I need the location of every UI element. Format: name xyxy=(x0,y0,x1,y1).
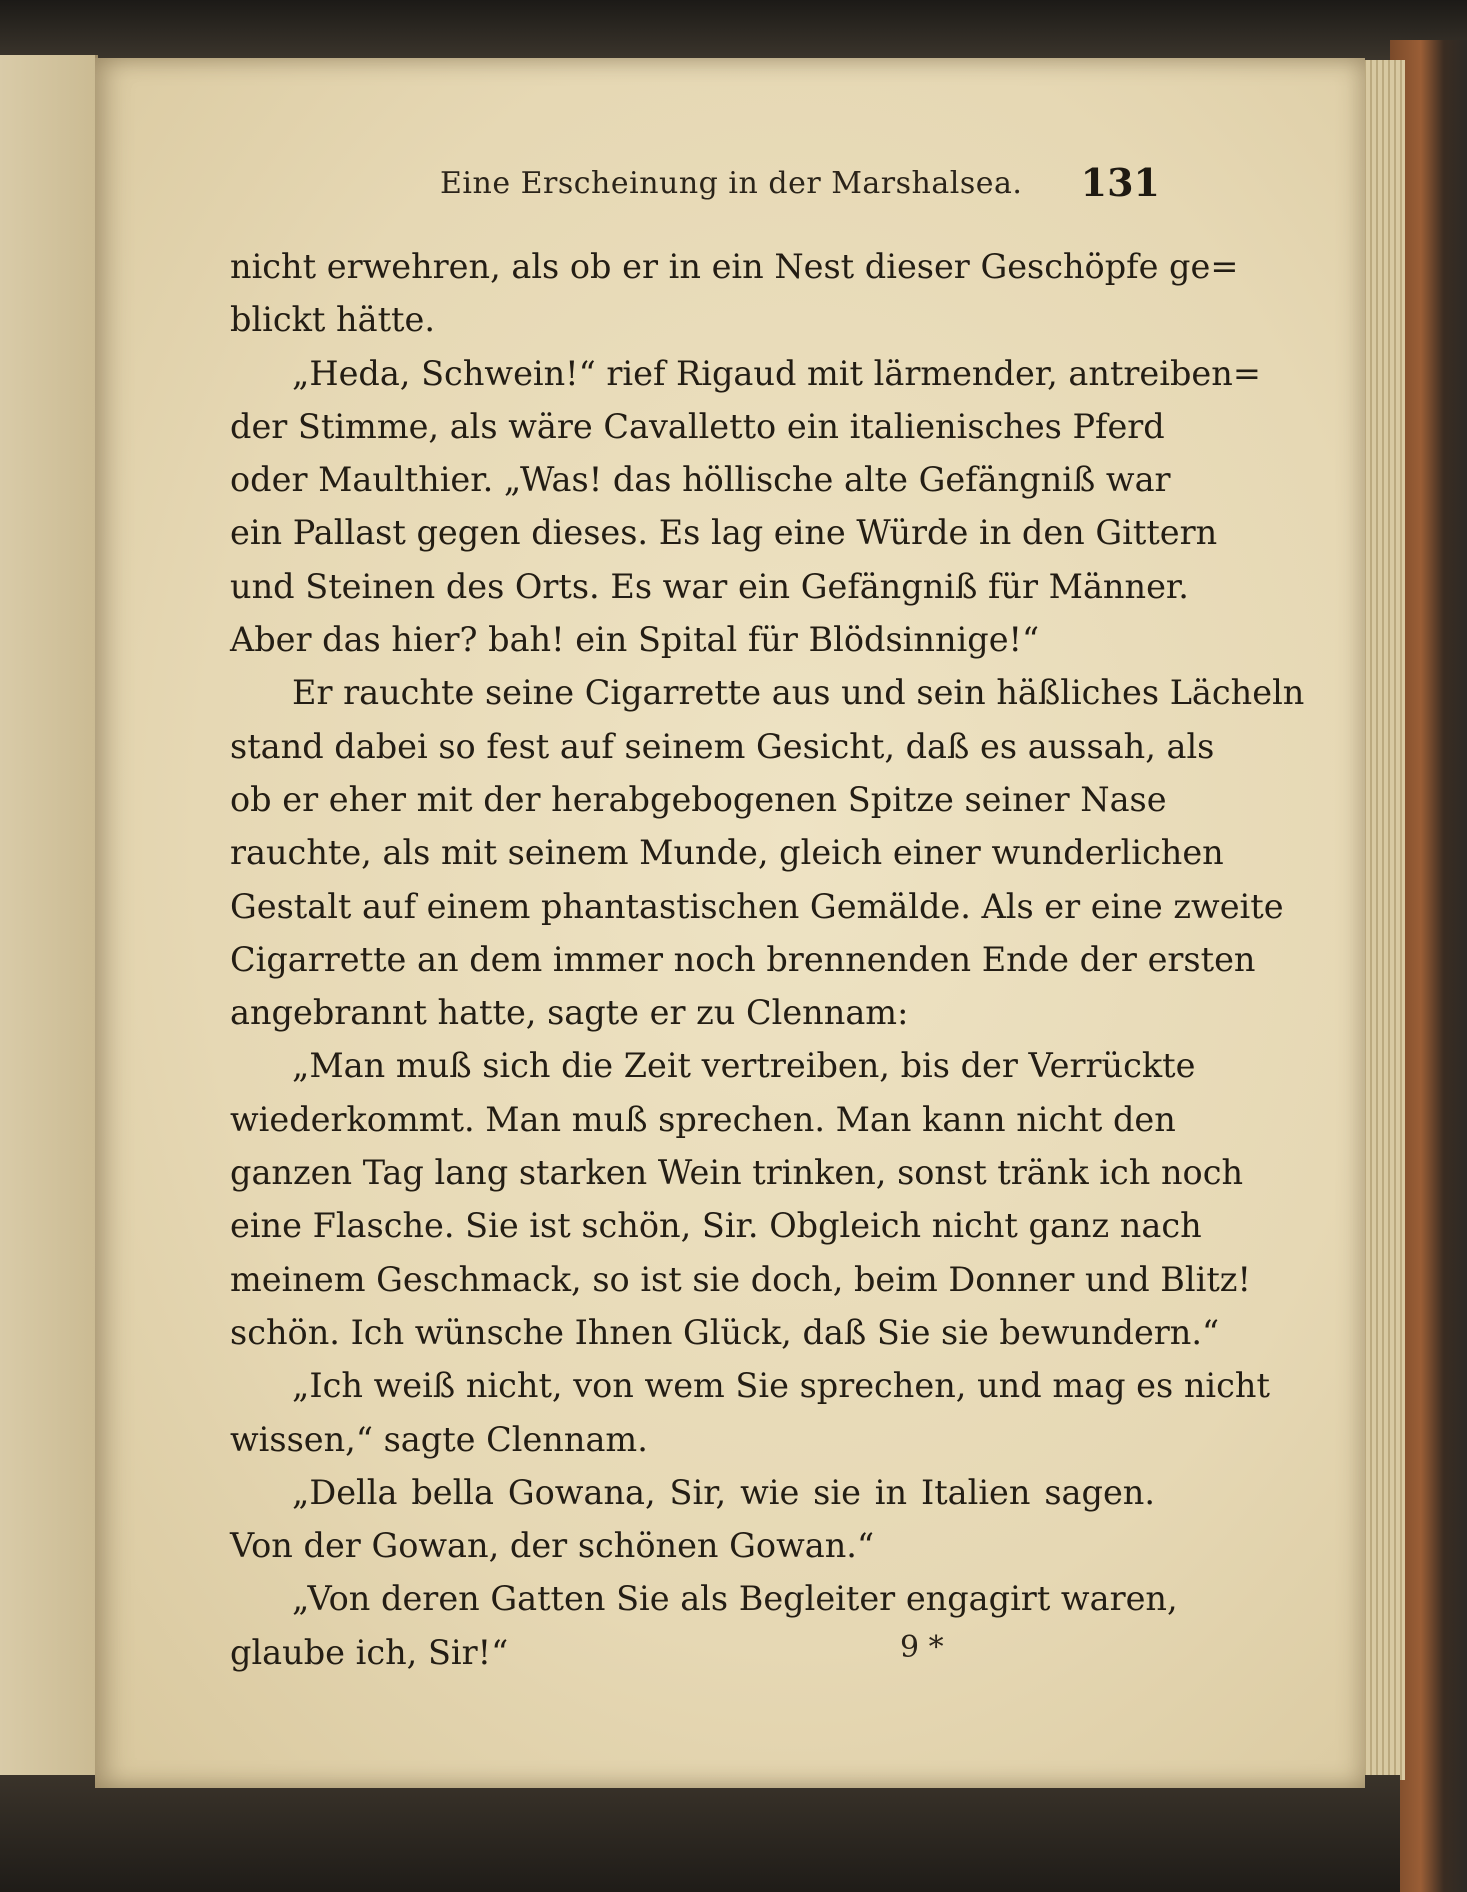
text-line: ganzen Tag lang starken Wein trinken, sonst tränk ich noch xyxy=(230,1153,1244,1193)
page-stack-edges xyxy=(1360,60,1405,1780)
text-line: der Stimme, als wäre Cavalletto ein italienisches Pferd xyxy=(230,406,1165,446)
text-line: glaube ich, Sir!“ xyxy=(230,1632,509,1672)
text-line: Von der Gowan, der schönen Gowan.“ xyxy=(230,1526,875,1566)
book-bottom-shadow xyxy=(0,1775,1400,1892)
text-line: Gestalt auf einem phantastischen Gemälde. Als er eine zweite xyxy=(230,886,1284,926)
left-page-edge xyxy=(0,55,98,1775)
text-line: eine Flasche. Sie ist schön, Sir. Obgleich nicht ganz nach xyxy=(230,1206,1202,1246)
text-line: stand dabei so fest auf seinem Gesicht, daß es aussah, als xyxy=(230,726,1215,766)
text-line: Er rauchte seine Cigarrette aus und sein häßliches Lächeln xyxy=(292,673,1305,713)
text-line: meinem Geschmack, so ist sie doch, beim Donner und Blitz! xyxy=(230,1259,1251,1299)
text-line: oder Maulthier. „Was! das höllische alte Gefängniß war xyxy=(230,460,1171,500)
text-line: blickt hätte. xyxy=(230,300,435,340)
text-line: „Man muß sich die Zeit vertreiben, bis der Verrückte xyxy=(292,1046,1196,1086)
text-line: und Steinen des Orts. Es war ein Gefängniß für Männer. xyxy=(230,566,1189,606)
page-header xyxy=(440,160,1160,210)
text-line: Aber das hier? bah! ein Spital für Blödsinnige!“ xyxy=(230,620,1040,660)
text-line: „Heda, Schwein!“ rief Rigaud mit lärmender, antreiben= xyxy=(292,353,1261,393)
text-line: „Della bella Gowana, Sir, wie sie in Italien sagen. xyxy=(292,1472,1155,1512)
text-line: nicht erwehren, als ob er in ein Nest dieser Geschöpfe ge= xyxy=(230,247,1239,286)
text-line: ein Pallast gegen dieses. Es lag eine Würde in den Gittern xyxy=(230,513,1218,553)
text-line: ob er eher mit der herabgebogenen Spitze seiner Nase xyxy=(230,779,1167,819)
text-line: wissen,“ sagte Clennam. xyxy=(230,1419,648,1459)
text-line: „Von deren Gatten Sie als Begleiter engagirt waren, xyxy=(292,1579,1178,1619)
text-line: schön. Ich wünsche Ihnen Glück, daß Sie sie bewundern.“ xyxy=(230,1312,1220,1352)
running-title: Eine Erscheinung in der Marshalsea. xyxy=(440,166,1023,201)
text-line: „Ich weiß nicht, von wem Sie sprechen, und mag es nicht xyxy=(292,1366,1270,1406)
text-line: rauchte, als mit seinem Munde, gleich einer wunderlichen xyxy=(230,833,1224,873)
body-text xyxy=(230,240,1305,1679)
signature-mark: 9 * xyxy=(900,1630,944,1665)
book-cover-top xyxy=(0,0,1467,60)
text-line: Cigarrette an dem immer noch brennenden Ende der ersten xyxy=(230,939,1256,979)
text-line: angebrannt hatte, sagte er zu Clennam: xyxy=(230,993,909,1033)
page-number: 131 xyxy=(1080,160,1160,205)
text-line: wiederkommt. Man muß sprechen. Man kann nicht den xyxy=(230,1099,1176,1139)
